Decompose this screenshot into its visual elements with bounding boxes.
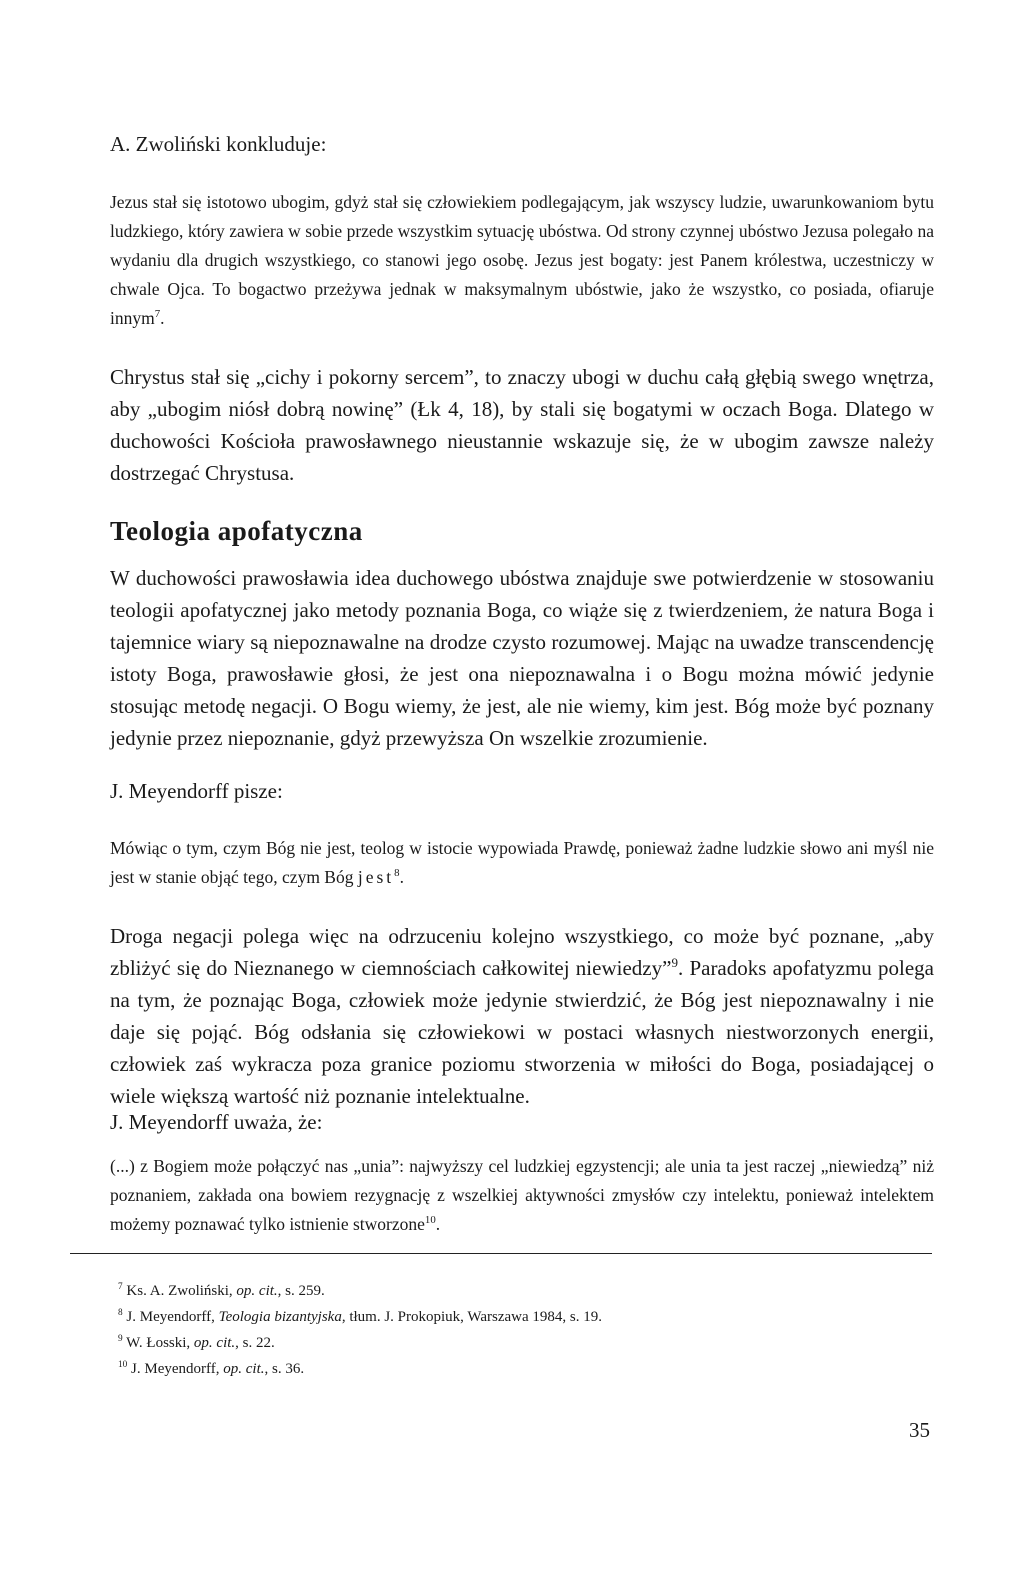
footnote-number: 10 (118, 1360, 128, 1370)
footnote-item (118, 1356, 602, 1382)
footnote-item (118, 1278, 602, 1304)
footnote-number: 7 (118, 1282, 123, 1292)
intro-line-meyendorff (110, 775, 934, 807)
footnote-text: J. Meyendorff, (127, 1361, 224, 1377)
quote-end: . (160, 308, 165, 328)
footnote-ref-8: 8 (394, 867, 400, 880)
footnote-number: 9 (118, 1334, 123, 1344)
footnote-ref-9: 9 (671, 955, 678, 970)
section-heading: Teologia apofatyczna (110, 516, 363, 546)
quote-end: . (435, 1214, 441, 1234)
page-number: 35 (909, 1418, 930, 1442)
footnote-item (118, 1304, 602, 1330)
footnote-italic: op. cit. (236, 1283, 278, 1299)
footnote-item (118, 1330, 602, 1356)
intro-line-meyendorff-2 (110, 1106, 934, 1138)
intro-line-text: J. Meyendorff uważa, że: (110, 1110, 323, 1134)
quote-emphasis: jest (357, 867, 395, 887)
quote-text: (...) z Bogiem może połączyć nas „unia”: najwyższy cel ludzkiej egzystencji; ale unia ta jest raczej „niewiedzą” niż poznaniem, zakłada ona bowiem rezygnację z wszelkiej aktywności zmysłów czy intelektu, ponieważ intelektem możemy poznawać tylko istnienie stworzone (110, 1156, 934, 1234)
footnote-text-end: , tłum. J. Prokopiuk, Warszawa 1984, s. 19. (341, 1309, 602, 1325)
quote-text: Mówiąc o tym, czym Bóg nie jest, teolog w istocie wypowiada Prawdę, ponieważ żadne ludzkie słowo ani myśl nie jest w stanie objąć tego, czym Bóg (110, 838, 934, 887)
intro-line-zwolinski (110, 128, 934, 160)
footnote-text: Ks. A. Zwoliński, (122, 1283, 237, 1299)
paragraph-text-cont: . Paradoks apofatyzmu polega na tym, że poznając Boga, człowiek może jedynie stwierdzić, że Bóg jest niepoznawalny i nie daje się pojąć. Bóg odsłania się człowiekowi w postaci własnych niestworzonych energii, człowiek zaś wykracza poza granice poziomu stworzenia w miłości do Boga, posiadającej o wiele większą wartość niż poznanie intelektualne. (110, 956, 934, 1108)
paragraph-apofatyzm (110, 562, 934, 754)
intro-line-text: A. Zwoliński konkluduje: (110, 132, 327, 156)
block-quote-meyendorff-1 (110, 834, 934, 892)
footnote-text-end: , s. 259. (277, 1283, 325, 1299)
quote-text: Jezus stał się istotowo ubogim, gdyż stał się człowiekiem podlegającym, jak wszyscy ludzie, uwarunkowaniom bytu ludzkiego, który zawiera w sobie przede wszystkim sytuację ubóstwa. Od strony czynnej ubóstwo Jezusa polegało na wydaniu dla drugich wszystkiego, co stanowi jego osobę. Jezus jest bogaty: jest Panem królestwa, uczestniczy w chwale Ojca. To bogactwo przeżywa jednak w maksymalnym ubóstwie, jako że wszystko, co posiada, ofiaruje innym (110, 192, 934, 328)
footnote-text: W. Łosski, (122, 1335, 194, 1351)
footnote-italic: Teologia bizantyjska (218, 1309, 342, 1325)
footnote-ref-10: 10 (424, 1214, 436, 1227)
footnotes-list (118, 1278, 602, 1382)
paragraph-text: Chrystus stał się „cichy i pokorny sercem”, to znaczy ubogi w duchu całą głębią swego wnętrza, aby „ubogim niósł dobrą nowinę” (Łk 4, 18), by stali się bogatymi w oczach Boga. Dlatego w duchowości Kościoła prawosławnego nieustannie wskazuje się, że w ubogim zawsze należy dostrzegać Chrystusa. (110, 365, 934, 485)
block-quote-meyendorff-2 (110, 1152, 934, 1239)
intro-line-text: J. Meyendorff pisze: (110, 779, 283, 803)
footnote-divider (70, 1253, 932, 1254)
footnote-text-end: , s. 36. (264, 1361, 305, 1377)
paragraph-droga-negacji (110, 920, 934, 1112)
paragraph-text: W duchowości prawosławia idea duchowego ubóstwa znajduje swe potwierdzenie w stosowaniu teologii apofatycznej jako metody poznania Boga, co wiąże się z twierdzeniem, że natura Boga i tajemnice wiary są niepoznawalne na drodze czysto rozumowej. Mając na uwadze transcendencję istoty Boga, prawosławie głosi, że jest ona niepoznawalna i o Bogu można mówić jedynie stosując metodę negacji. O Bogu wiemy, że jest, ale nie wiemy, kim jest. Bóg może być poznany jedynie przez niepoznanie, gdyż przewyższa On wszelkie zrozumienie. (110, 566, 934, 750)
footnote-number: 8 (118, 1308, 123, 1318)
quote-end: . (399, 867, 404, 887)
footnote-italic: op. cit. (223, 1361, 265, 1377)
footnote-ref-7: 7 (154, 308, 161, 321)
paragraph-chrystus (110, 361, 934, 489)
paragraph-text: Droga negacji polega więc na odrzuceniu kolejno wszystkiego, co może być poznane, „aby zbliżyć się do Nieznanego w ciemnościach całkowitej niewiedzy” (110, 924, 934, 980)
footnote-italic: op. cit. (193, 1335, 236, 1351)
footnote-text: J. Meyendorff, (122, 1309, 219, 1325)
footnote-text-end: , s. 22. (235, 1335, 275, 1351)
block-quote-zwolinski (110, 188, 934, 333)
